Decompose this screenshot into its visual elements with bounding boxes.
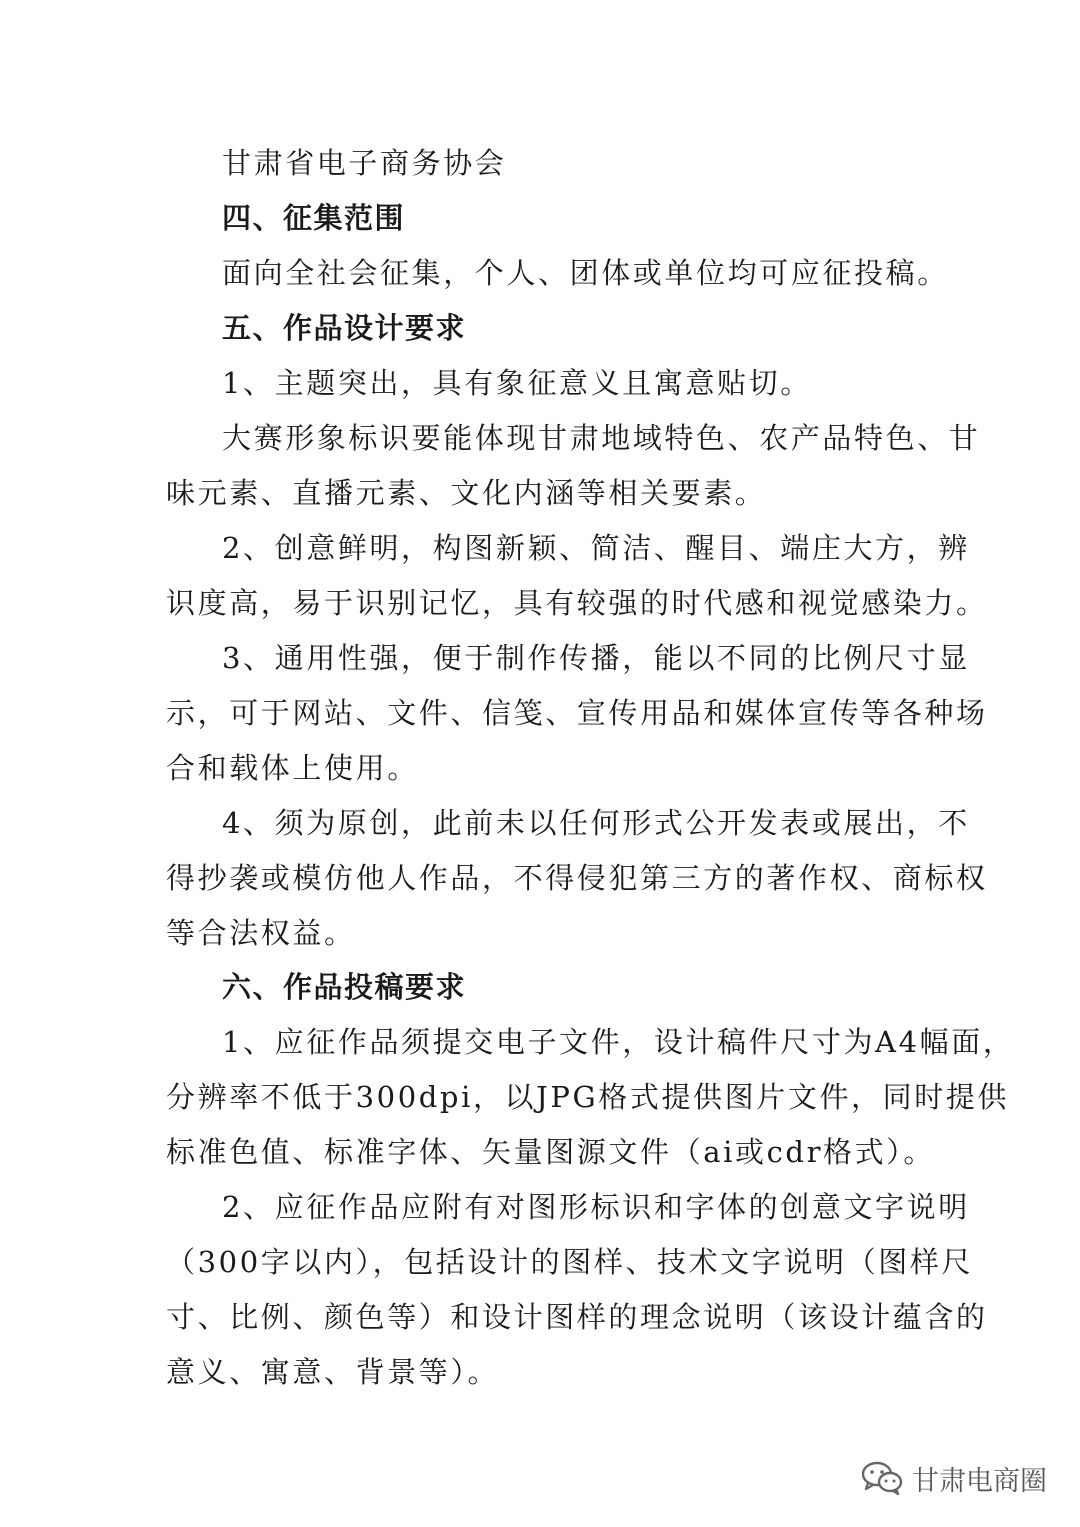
wechat-watermark — [860, 1456, 1047, 1500]
paragraph-line: 2、创意鲜明，构图新颖、简洁、醒目、端庄大方，辨 — [222, 531, 970, 565]
paragraph-line: 示，可于网站、文件、信笺、宣传用品和媒体宣传等各种场 — [166, 696, 988, 730]
wechat-icon — [860, 1460, 904, 1496]
paragraph-line: 等合法权益。 — [166, 916, 356, 950]
paragraph-line: 意义、寓意、背景等）。 — [166, 1355, 500, 1389]
paragraph-line: 2、应征作品应附有对图形标识和字体的创意文字说明 — [222, 1190, 970, 1224]
paragraph-line: 1、主题突出，具有象征意义且寓意贴切。 — [222, 366, 812, 400]
paragraph-line: 标准色值、标准字体、矢量图源文件（ai或cdr格式）。 — [166, 1135, 935, 1169]
paragraph-line: 合和载体上使用。 — [166, 751, 419, 785]
paragraph-line: 面向全社会征集，个人、团体或单位均可应征投稿。 — [222, 256, 949, 290]
paragraph-line: 4、须为原创，此前未以任何形式公开发表或展出，不 — [222, 806, 970, 840]
paragraph-line: 大赛形象标识要能体现甘肃地域特色、农产品特色、甘 — [222, 421, 981, 455]
paragraph-line: 识度高，易于识别记忆，具有较强的时代感和视觉感染力。 — [166, 586, 988, 620]
paragraph-line: 得抄袭或模仿他人作品，不得侵犯第三方的著作权、商标权 — [166, 861, 988, 895]
paragraph-line: （300字以内），包括设计的图样、技术文字说明（图样尺 — [166, 1245, 974, 1279]
section-heading-scope: 四、征集范围 — [222, 201, 406, 235]
paragraph-line: 3、通用性强，便于制作传播，能以不同的比例尺寸显 — [222, 641, 970, 675]
section-heading-design: 五、作品设计要求 — [222, 311, 467, 345]
paragraph-line: 分辨率不低于300dpi，以JPG格式提供图片文件，同时提供 — [166, 1080, 1010, 1114]
section-heading-submission: 六、作品投稿要求 — [222, 970, 467, 1004]
watermark-text: 甘肃电商圈 — [912, 1465, 1047, 1497]
paragraph-line: 寸、比例、颜色等）和设计图样的理念说明（该设计蕴含的 — [166, 1300, 988, 1334]
paragraph-line: 味元素、直播元素、文化内涵等相关要素。 — [166, 476, 767, 510]
paragraph-line: 1、应征作品须提交电子文件，设计稿件尺寸为A4幅面， — [222, 1025, 1015, 1059]
organizer-line: 甘肃省电子商务协会 — [222, 146, 507, 180]
